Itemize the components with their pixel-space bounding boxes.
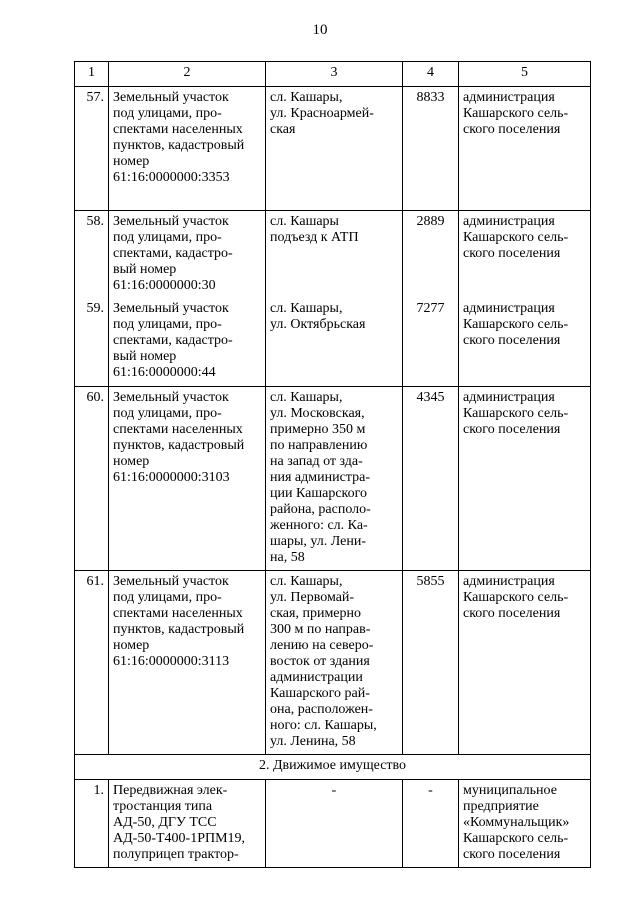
row-number: 1. [75,779,109,867]
object-address: - [266,779,403,867]
row-number: 59. [75,298,109,386]
table-row [75,298,591,386]
object-holder: администрация Кашарского сель- ского поселения [459,298,591,386]
section-row [75,754,591,779]
object-address: сл. Кашары, ул. Московская, примерно 350 м по направлению на запад от зда- ния администра- ции Кашарского района, располо- женного: сл. Ка- шары, ул. Лени- на, 58 [266,386,403,570]
column-header-1: 1 [75,62,109,87]
column-header-2: 2 [109,62,266,87]
row-number: 57. [75,87,109,211]
row-number: 60. [75,386,109,570]
object-holder: администрация Кашарского сель- ского поселения [459,386,591,570]
object-area: 5855 [403,570,459,754]
table-header-row [75,62,591,87]
object-holder: муниципальное предприятие «Коммунальщик» Кашарского сель- ского поселения [459,779,591,867]
object-area: 8833 [403,87,459,211]
object-name: Передвижная элек- тростанция типа АД-50, ДГУ ТСС АД-50-Т400-1РПМ19, полуприцеп трактор- [109,779,266,867]
row-number: 61. [75,570,109,754]
object-name: Земельный участок под улицами, про- спектами, кадастро- вый номер 61:16:0000000:30 [109,211,266,299]
row-number: 58. [75,211,109,299]
column-header-5: 5 [459,62,591,87]
table-row [75,87,591,211]
object-name: Земельный участок под улицами, про- спектами населенных пунктов, кадастровый номер 61:16:0000000:3353 [109,87,266,211]
section-title: 2. Движимое имущество [75,754,591,779]
object-area: - [403,779,459,867]
object-holder: администрация Кашарского сель- ского поселения [459,211,591,299]
column-header-3: 3 [266,62,403,87]
table-row [75,779,591,867]
object-area: 7277 [403,298,459,386]
object-holder: администрация Кашарского сель- ского поселения [459,87,591,211]
object-name: Земельный участок под улицами, про- спектами, кадастро- вый номер 61:16:0000000:44 [109,298,266,386]
object-address: сл. Кашары, ул. Красноармей- ская [266,87,403,211]
page-number: 10 [312,22,328,38]
table-row [75,386,591,570]
object-name: Земельный участок под улицами, про- спектами населенных пунктов, кадастровый номер 61:16:0000000:3113 [109,570,266,754]
object-holder: администрация Кашарского сель- ского поселения [459,570,591,754]
object-name: Земельный участок под улицами, про- спектами населенных пунктов, кадастровый номер 61:16:0000000:3103 [109,386,266,570]
table-row [75,211,591,299]
property-register-table [74,61,591,868]
object-area: 2889 [403,211,459,299]
object-area: 4345 [403,386,459,570]
column-header-4: 4 [403,62,459,87]
object-address: сл. Кашары, ул. Первомай- ская, примерно 300 м по направ- лению на северо- восток от здания администрации Кашарского рай- она, расположен- ного: сл. Кашары, ул. Ленина, 58 [266,570,403,754]
object-address: сл. Кашары подъезд к АТП [266,211,403,299]
table-row [75,570,591,754]
object-address: сл. Кашары, ул. Октябрьская [266,298,403,386]
